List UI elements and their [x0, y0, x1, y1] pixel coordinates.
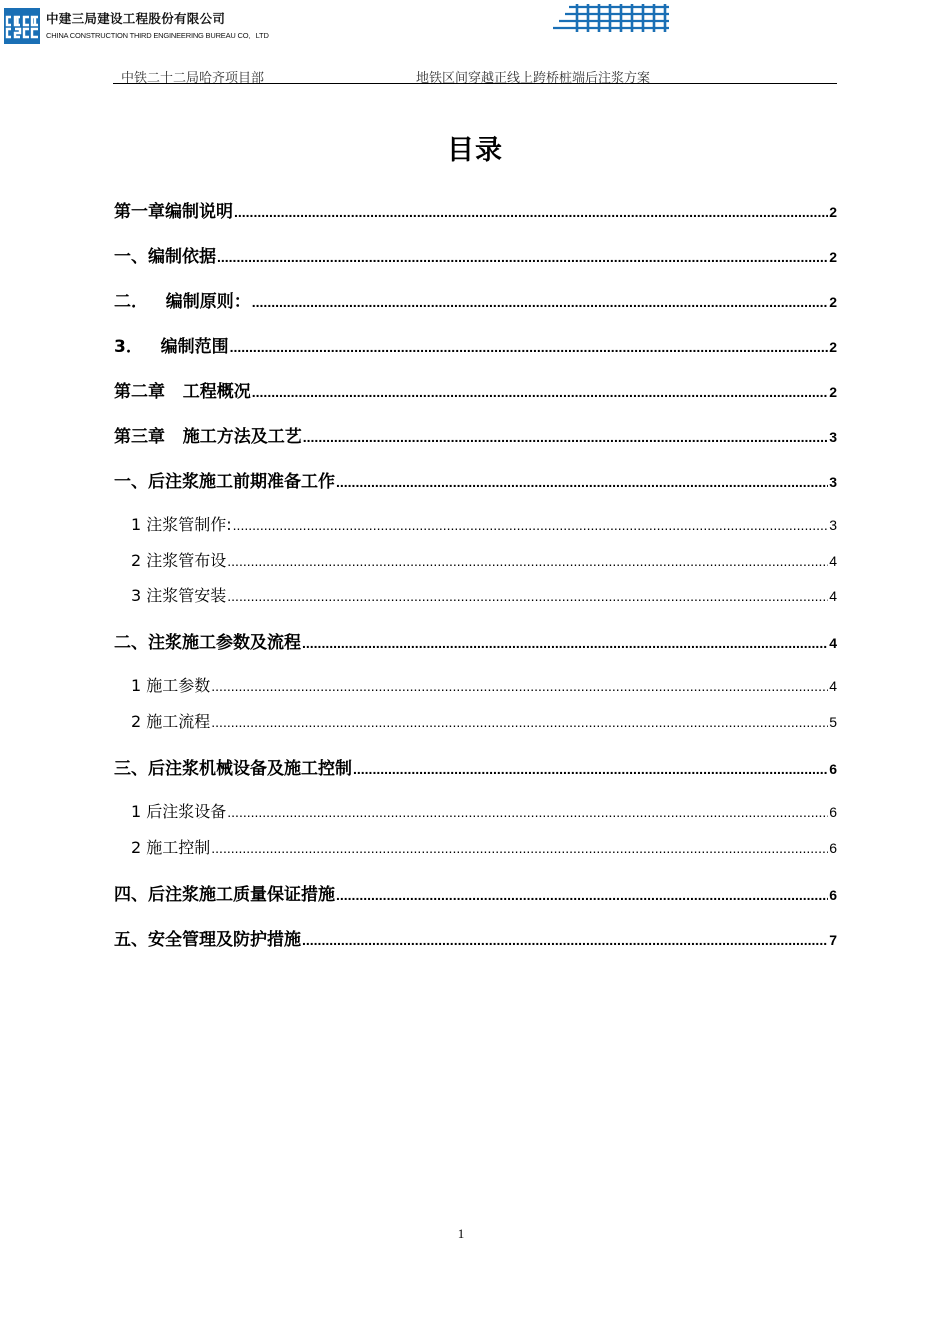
bridge-logo-icon [553, 2, 671, 34]
toc-dot-leader [233, 517, 829, 533]
toc-entry-label: 1 施工参数 [131, 676, 211, 695]
toc-dot-leader [227, 588, 828, 604]
toc-dot-leader [353, 761, 828, 777]
toc-entry-label: 3 注浆管安装 [131, 586, 227, 605]
toc-entry-label: 第三章 施工方法及工艺 [114, 427, 302, 447]
toc-dot-leader [336, 887, 828, 903]
toc-entry-page: 5 [829, 714, 837, 730]
toc-entry[interactable] [114, 332, 837, 357]
toc-entry-page: 3 [829, 429, 837, 445]
toc-entry[interactable] [131, 709, 837, 732]
toc-dot-leader [227, 804, 828, 820]
toc-entry-page: 3 [829, 517, 837, 533]
toc-entry-label: 3． 编制范围 [114, 337, 229, 357]
toc-entry-label: 2 注浆管布设 [131, 551, 227, 570]
toc-entry[interactable] [131, 799, 837, 822]
toc-entry-page: 2 [829, 294, 837, 310]
toc-entry[interactable] [131, 673, 837, 696]
toc-dot-leader [252, 384, 828, 400]
toc-entry[interactable] [114, 422, 837, 447]
toc-dot-leader [217, 249, 828, 265]
toc-dot-leader [211, 714, 828, 730]
toc-dot-leader [211, 840, 828, 856]
toc-entry-label: 四、后注浆施工质量保证措施 [114, 885, 335, 905]
toc-entry-page: 2 [829, 384, 837, 400]
toc-entry-label: 第一章编制说明 [114, 202, 233, 222]
toc-entry-page: 2 [829, 204, 837, 220]
company-logo-icon [4, 8, 40, 44]
header-project-department: 中铁二十二局哈齐项目部 [121, 70, 265, 85]
toc-dot-leader [302, 932, 828, 948]
toc-entry-label: 一、编制依据 [114, 247, 216, 267]
toc-dot-leader [234, 204, 828, 220]
toc-entry[interactable] [114, 925, 837, 950]
toc-dot-leader [230, 339, 829, 355]
toc-entry[interactable] [131, 583, 837, 606]
toc-dot-leader [211, 678, 828, 694]
toc-entry-label: 二． 编制原则： [114, 292, 251, 312]
page-number: 1 [457, 1226, 465, 1241]
toc-entry-page: 4 [829, 588, 837, 604]
toc-dot-leader [303, 429, 828, 445]
toc-entry-label: 第二章 工程概况 [114, 382, 251, 402]
toc-entry-page: 2 [829, 249, 837, 265]
toc-entry-page: 6 [829, 887, 837, 903]
toc-entry[interactable] [114, 287, 837, 312]
toc-entry-page: 6 [829, 804, 837, 820]
toc-entry[interactable] [114, 754, 837, 779]
toc-entry-page: 7 [829, 932, 837, 948]
toc-entry-page: 6 [829, 761, 837, 777]
toc-entry-label: 2 施工流程 [131, 712, 211, 731]
toc-entry[interactable] [131, 512, 837, 535]
toc-entry[interactable] [114, 377, 837, 402]
toc-entry-label: 三、后注浆机械设备及施工控制 [114, 759, 352, 779]
toc-entry[interactable] [131, 835, 837, 858]
toc-entry-label: 2 施工控制 [131, 838, 211, 857]
toc-dot-leader [336, 474, 828, 490]
toc-entry-page: 4 [829, 635, 837, 651]
toc-entry[interactable] [131, 548, 837, 571]
toc-entry-page: 6 [829, 840, 837, 856]
toc-dot-leader [227, 553, 828, 569]
company-name-cn: 中建三局建设工程股份有限公司 [46, 11, 226, 26]
toc-entry-page: 2 [829, 339, 837, 355]
toc-title: 目录 [447, 135, 503, 166]
toc-entry-page: 4 [829, 678, 837, 694]
toc-entry-label: 1 后注浆设备 [131, 802, 227, 821]
toc-entry[interactable] [114, 880, 837, 905]
toc-entry-page: 4 [829, 553, 837, 569]
toc-entry-label: 1 注浆管制作: [131, 515, 232, 534]
toc-entry-label: 五、安全管理及防护措施 [114, 930, 301, 950]
toc-entry[interactable] [114, 628, 837, 653]
toc-entry-label: 一、后注浆施工前期准备工作 [114, 472, 335, 492]
header-divider [113, 83, 837, 84]
header-document-title: 地铁区间穿越正线上跨桥桩端后注浆方案 [416, 70, 651, 85]
toc-entry[interactable] [114, 467, 837, 492]
toc-entry[interactable] [114, 242, 837, 267]
company-name-en: CHINA CONSTRUCTION THIRD ENGINEERING BUREAU CO．LTD [46, 31, 269, 40]
toc-entry-label: 二、注浆施工参数及流程 [114, 633, 301, 653]
toc-entry[interactable] [114, 197, 837, 222]
toc-dot-leader [252, 294, 828, 310]
toc-dot-leader [302, 635, 828, 651]
toc-entry-page: 3 [829, 474, 837, 490]
